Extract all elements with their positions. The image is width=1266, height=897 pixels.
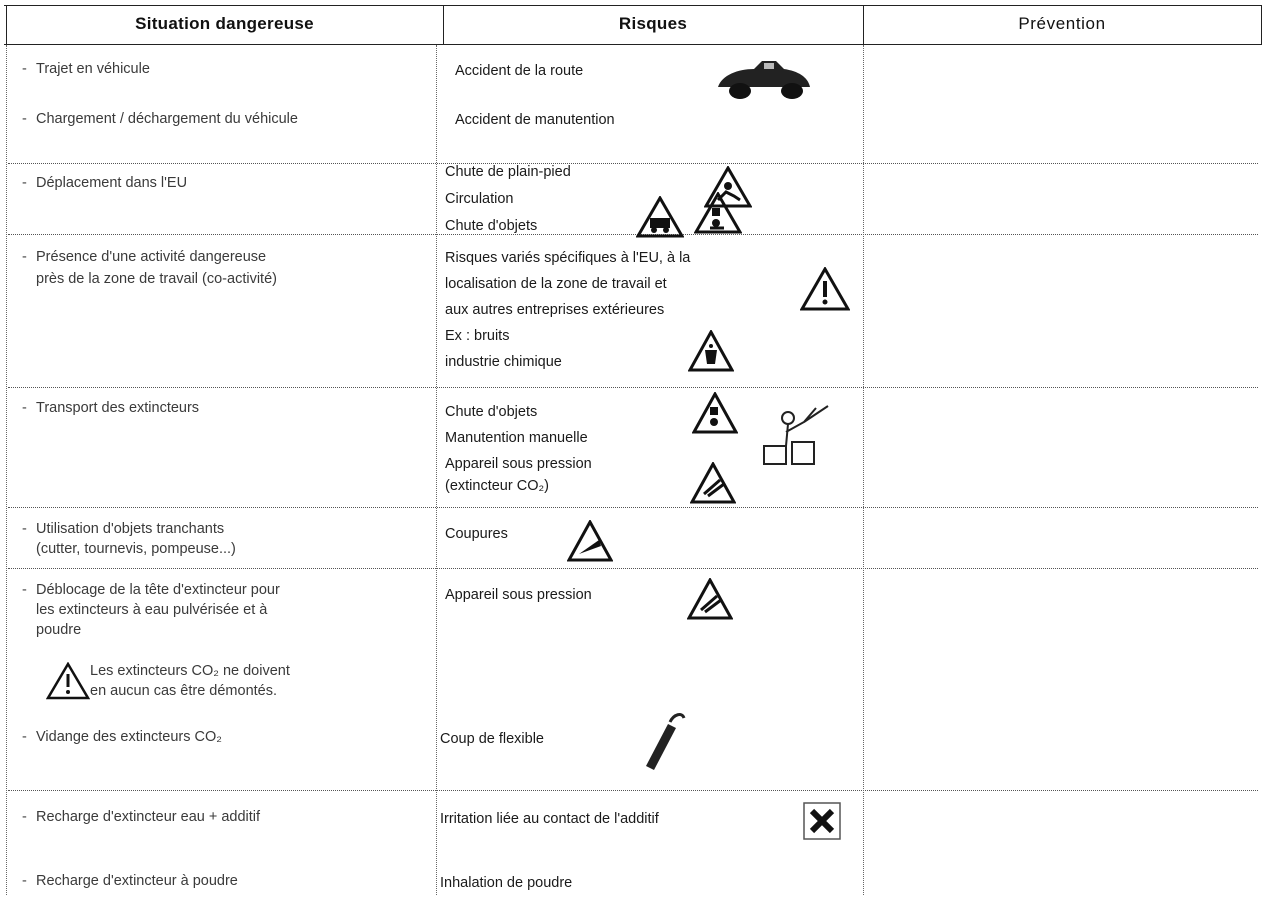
irritant-hazard-icon bbox=[802, 801, 842, 841]
row-divider bbox=[8, 234, 1258, 235]
situation-text: - Vidange des extincteurs CO₂ bbox=[22, 729, 222, 745]
situation-text: - Transport des extincteurs bbox=[22, 400, 200, 416]
traffic-hazard-icon bbox=[636, 196, 684, 238]
general-warning-icon bbox=[800, 267, 850, 311]
header-bottom-border bbox=[4, 44, 1262, 45]
risk-text: Coupures bbox=[445, 526, 508, 542]
header-risques: Risques bbox=[618, 14, 688, 33]
pressure-hazard-icon bbox=[687, 578, 733, 620]
car-icon bbox=[714, 55, 814, 101]
risk-text: Ex : bruits bbox=[445, 328, 510, 344]
risk-list bbox=[445, 399, 592, 499]
pressure-hazard-icon bbox=[690, 462, 736, 504]
risk-text: localisation de la zone de travail et bbox=[445, 276, 667, 292]
worker-carrying-icon bbox=[756, 402, 836, 472]
column-divider bbox=[863, 45, 864, 895]
risk-text: Circulation bbox=[445, 191, 514, 207]
situation-text: - Utilisation d'objets tranchants (cutter, tournevis, pompeuse...) bbox=[22, 521, 236, 557]
risk-text: industrie chimique bbox=[445, 354, 562, 370]
cut-hazard-icon bbox=[567, 520, 613, 562]
situation-text-line: les extincteurs à eau pulvérisée et à bbox=[36, 602, 268, 618]
situation-text-line: près de la zone de travail (co-activité) bbox=[36, 271, 277, 287]
warning-note-line: Les extincteurs CO₂ ne doivent bbox=[90, 663, 290, 679]
column-divider bbox=[436, 45, 437, 895]
risk-text: (extincteur CO₂) bbox=[445, 478, 549, 494]
header-situation: Situation dangereuse bbox=[135, 14, 314, 33]
situation-text-line: poudre bbox=[36, 622, 82, 638]
warning-note-line: en aucun cas être démontés. bbox=[90, 683, 278, 699]
row-divider bbox=[8, 507, 1258, 508]
risk-text: Chute de plain-pied bbox=[445, 164, 571, 180]
header-prevention: Prévention bbox=[1018, 14, 1106, 33]
risk-text: Appareil sous pression bbox=[445, 456, 592, 472]
table-top-border bbox=[4, 5, 1262, 6]
row-divider bbox=[8, 387, 1258, 388]
risk-text: Coup de flexible bbox=[440, 731, 544, 747]
situation-text: - Présence d'une activité dangereuse près de la zone de travail (co-activité) bbox=[22, 246, 277, 290]
risk-text: Chute d'objets bbox=[445, 218, 538, 234]
situation-text: - Déblocage de la tête d'extincteur pour les extincteurs à eau pulvérisée et à poudre bbox=[22, 582, 280, 638]
flexible-hose-icon bbox=[632, 708, 688, 772]
situation-text: - Trajet en véhicule bbox=[22, 61, 150, 77]
risk-text: Inhalation de poudre bbox=[440, 875, 573, 891]
situation-text-line: (cutter, tournevis, pompeuse...) bbox=[36, 541, 236, 557]
risk-text: Accident de la route bbox=[455, 63, 584, 79]
table-right-border bbox=[1261, 5, 1262, 45]
risk-text: Manutention manuelle bbox=[445, 430, 588, 446]
table-left-border bbox=[6, 45, 7, 895]
row-divider bbox=[8, 790, 1258, 791]
situation-text: - Recharge d'extincteur eau + additif bbox=[22, 809, 261, 825]
situation-text: - Chargement / déchargement du véhicule bbox=[22, 111, 298, 127]
warning-icon bbox=[46, 662, 90, 700]
falling-objects-hazard-icon bbox=[692, 392, 738, 434]
risk-text: Irritation liée au contact de l'additif bbox=[440, 811, 659, 827]
risk-text: aux autres entreprises extérieures bbox=[445, 302, 665, 318]
risk-list bbox=[445, 245, 690, 375]
risk-text: Appareil sous pression bbox=[445, 587, 592, 603]
situation-text: - Déplacement dans l'EU bbox=[22, 175, 188, 191]
falling-objects-hazard-icon bbox=[694, 192, 742, 234]
row-divider bbox=[8, 163, 1258, 164]
risk-text: Chute d'objets bbox=[445, 404, 538, 420]
risk-text: Risques variés spécifiques à l'EU, à la bbox=[445, 250, 691, 266]
row-divider bbox=[8, 568, 1258, 569]
risk-list bbox=[445, 160, 571, 238]
chemical-hazard-icon bbox=[688, 330, 734, 372]
situation-text: - Recharge d'extincteur à poudre bbox=[22, 873, 238, 889]
risk-text: Accident de manutention bbox=[455, 112, 615, 128]
warning-note bbox=[90, 661, 290, 701]
